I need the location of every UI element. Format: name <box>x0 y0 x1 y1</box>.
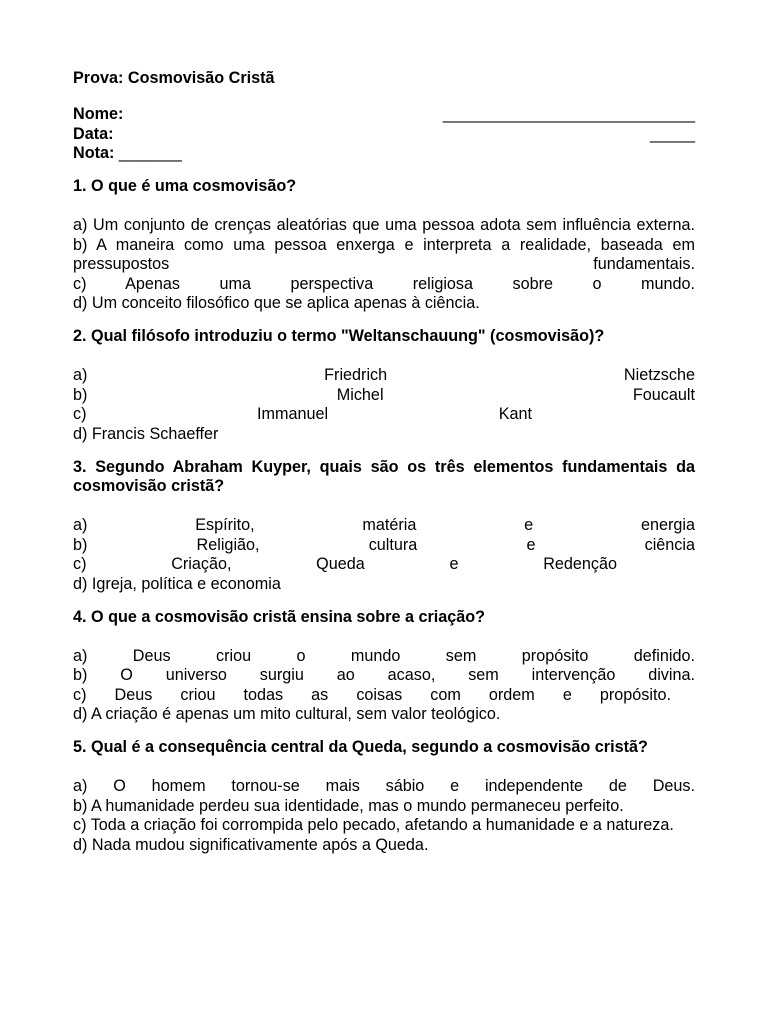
option-b: b) A humanidade perdeu sua identidade, mas o mundo permaneceu perfeito. <box>73 796 624 815</box>
option-a: a) Friedrich Nietzsche <box>73 366 695 384</box>
question-text: 5. Qual é a consequência central da Queda, segundo a cosmovisão cristã? <box>73 738 648 756</box>
options-list <box>73 647 695 725</box>
option-c: c) Deus criou todas as coisas com ordem e propósito. <box>73 685 671 704</box>
data-row <box>73 125 695 145</box>
options-list <box>73 366 695 444</box>
option-d: d) Francis Schaeffer <box>73 424 219 443</box>
option-d: d) Um conceito filosófico que se aplica apenas à ciência. <box>73 294 480 312</box>
page-title: Prova: Cosmovisão Cristã <box>73 69 275 87</box>
option-b: b) O universo surgiu ao acaso, sem intervenção divina. <box>73 666 695 684</box>
question-text: 2. Qual filósofo introduziu o termo "Weltanschauung" (cosmovisão)? <box>73 327 605 345</box>
nome-line: ____________________________ <box>442 105 695 123</box>
options-list <box>73 516 695 594</box>
student-info-block <box>73 105 695 164</box>
option-a: a) Deus criou o mundo sem propósito definido. <box>73 646 695 665</box>
nome-label: Nome: <box>73 105 124 123</box>
question-2 <box>73 327 695 444</box>
data-label: Data: <box>73 124 114 143</box>
exam-document <box>73 68 695 855</box>
option-d: d) Nada mudou significativamente após a Queda. <box>73 835 429 854</box>
option-a: a) Espírito, matéria e energia <box>73 516 695 534</box>
question-5 <box>73 738 695 855</box>
option-c: c) Toda a criação foi corrompida pelo pecado, afetando a humanidade e a natureza. <box>73 816 674 834</box>
option-b: b) Michel Foucault <box>73 385 695 404</box>
data-line: _____ <box>649 124 695 143</box>
nome-row <box>73 105 695 125</box>
nota-row <box>73 144 695 164</box>
option-b: b) A maneira como uma pessoa enxerga e interpreta a realidade, baseada em pressupostos fundamentais. <box>73 235 695 273</box>
options-list <box>73 777 695 855</box>
option-b: b) Religião, cultura e ciência <box>73 535 695 554</box>
question-text: 4. O que a cosmovisão cristã ensina sobre a criação? <box>73 607 486 626</box>
option-d: d) Igreja, política e economia <box>73 574 281 593</box>
question-1 <box>73 177 695 314</box>
nota-label: Nota: <box>73 144 115 162</box>
option-d: d) A criação é apenas um mito cultural, sem valor teológico. <box>73 705 501 723</box>
question-4 <box>73 608 695 725</box>
option-a: a) O homem tornou-se mais sábio e independente de Deus. <box>73 777 695 795</box>
options-list <box>73 216 695 314</box>
question-3 <box>73 458 695 595</box>
option-c: c) Immanuel Kant <box>73 405 532 423</box>
option-a: a) Um conjunto de crenças aleatórias que uma pessoa adota sem influência externa. <box>73 216 695 234</box>
nota-line: _______ <box>114 144 182 162</box>
question-text: 3. Segundo Abraham Kuyper, quais são os três elementos fundamentais da cosmovisão cristã? <box>73 457 695 495</box>
option-c: c) Criação, Queda e Redenção <box>73 555 617 573</box>
option-c: c) Apenas uma perspectiva religiosa sobre o mundo. <box>73 274 695 293</box>
question-text: 1. O que é uma cosmovisão? <box>73 177 297 195</box>
